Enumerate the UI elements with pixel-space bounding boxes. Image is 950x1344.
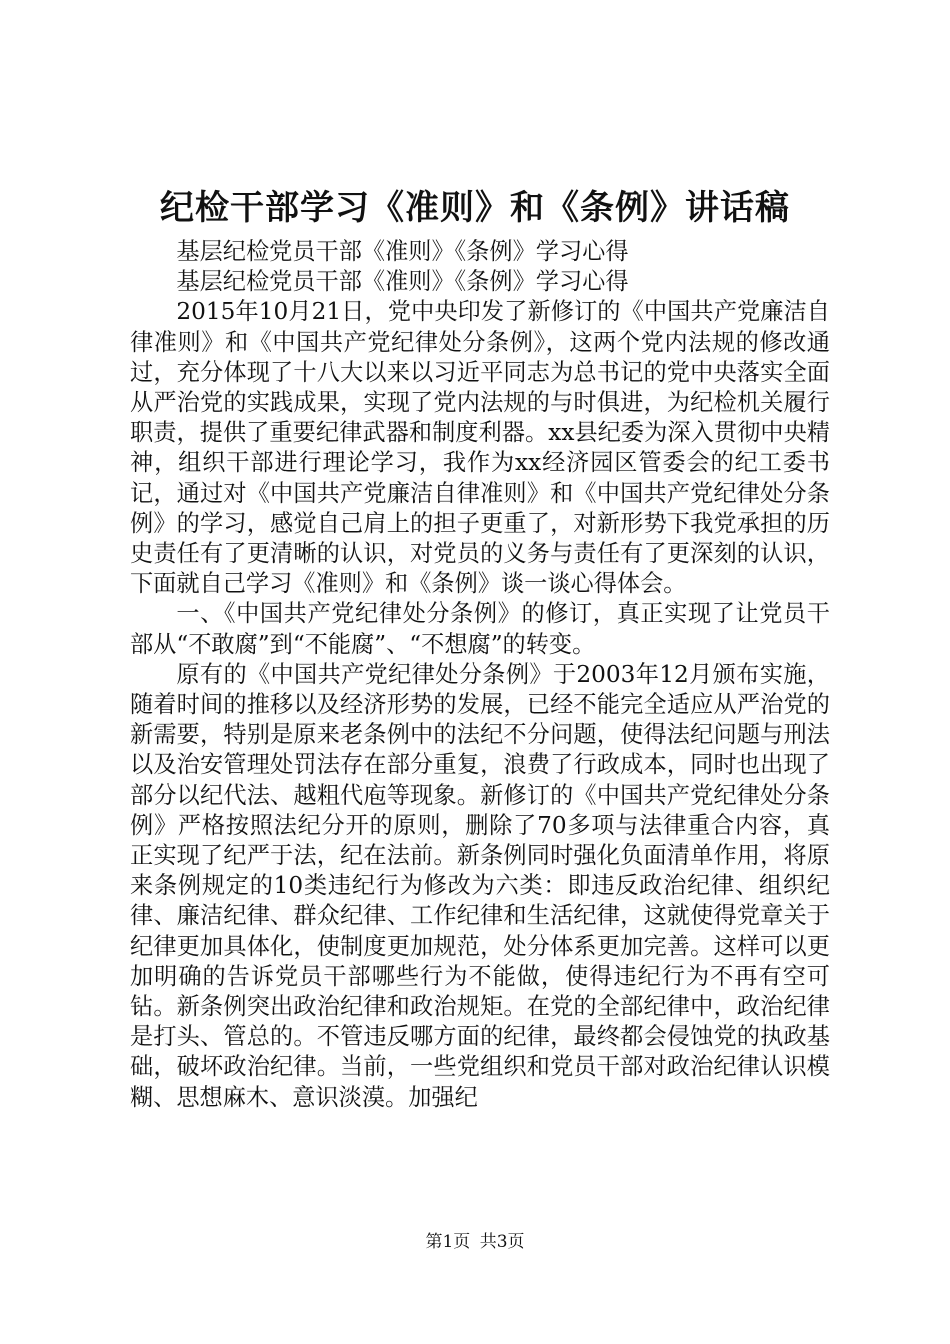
document-body (130, 237, 830, 1113)
body-paragraph: 2015年10月21日，党中央印发了新修订的《中国共产党廉洁自律准则》和《中国共产党纪律处分条例》，这两个党内法规的修改通过，充分体现了十八大以来以习近平同志为总书记的党中央落实全面从严治党的实践成果，实现了党内法规的与时俱进，为纪检机关履行职责，提供了重要纪律武器和制度利器。xx县纪委为深入贯彻中央精神，组织干部进行理论学习，我作为xx经济园区管委会的纪工委书记，通过对《中国共产党廉洁自律准则》和《中国共产党纪律处分条例》的学习，感觉自己肩上的担子更重了，对新形势下我党承担的历史责任有了更清晰的认识，对党员的义务与责任有了更深刻的认识，下面就自己学习《准则》和《条例》谈一谈心得体会。 (130, 298, 830, 598)
page-number: 第1页 共3页 (425, 1232, 525, 1252)
body-paragraph: 原有的《中国共产党纪律处分条例》于2003年12月颁布实施，随着时间的推移以及经济形势的发展，已经不能完全适应从严治党的新需要，特别是原来老条例中的法纪不分问题，使得法纪问题与刑法以及治安管理处罚法存在部分重复，浪费了行政成本，同时也出现了部分以纪代法、越粗代庖等现象。新修订的《中国共产党纪律处分条例》严格按照法纪分开的原则，删除了70多项与法律重合内容，真正实现了纪严于法，纪在法前。新条例同时强化负面清单作用，将原来条例规定的10类违纪行为修改为六类：即违反政治纪律、组织纪律、廉洁纪律、群众纪律、工作纪律和生活纪律，这就使得党章关于纪律更加具体化，使制度更加规范，处分体系更加完善。这样可以更加明确的告诉党员干部哪些行为不能做，使得违纪行为不再有空可钻。新条例突出政治纪律和政治规矩。在党的全部纪律中，政治纪律是打头、管总的。不管违反哪方面的纪律，最终都会侵蚀党的执政基础，破坏政治纪律。当前，一些党组织和党员干部对政治纪律认识模糊、思想麻木、意识淡漠。加强纪 (130, 660, 830, 1111)
subtitle-line: 基层纪检党员干部《准则》《条例》学习心得 (176, 268, 629, 296)
subtitle-line: 基层纪检党员干部《准则》《条例》学习心得 (176, 238, 629, 265)
document-title: 纪检干部学习《准则》和《条例》讲话稿 (160, 188, 790, 228)
section-heading: 一、《中国共产党纪律处分条例》的修订，真正实现了让党员干部从“不敢腐”到“不能腐”、“不想腐”的转变。 (130, 600, 830, 658)
